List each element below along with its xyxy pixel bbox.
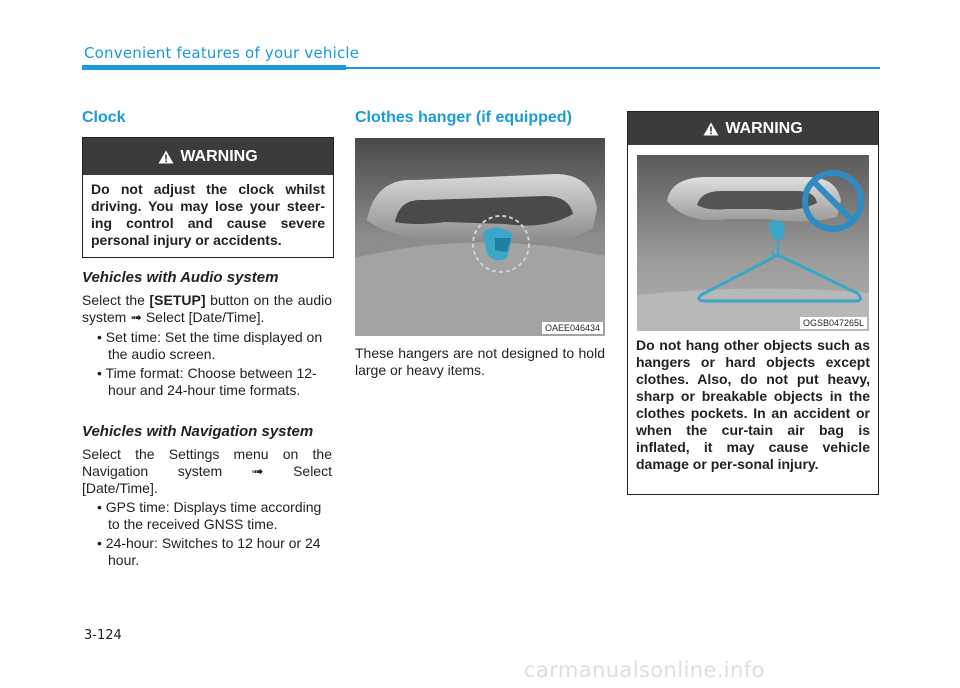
nav-heading: Vehicles with Navigation system (82, 423, 314, 440)
audio-intro-post: button on the audio system ➟ Select [Date/Time]. (82, 292, 332, 325)
hanger-misuse-photo (637, 155, 869, 331)
hanger-photo (355, 138, 605, 336)
audio-intro-pre: Select the (82, 292, 150, 308)
page-number: 3-124 (84, 628, 122, 643)
nav-bullet-text: • GPS time: Displays time according to the received GNSS time. (97, 499, 322, 532)
warning-label: WARNING (180, 147, 258, 165)
header-accent-bar (82, 65, 346, 70)
audio-intro (82, 292, 332, 326)
nav-bullet-text: • 24-hour: Switches to 12 hour or 24 hour. (97, 535, 321, 568)
header-rule (346, 67, 880, 69)
hanger-illustration (355, 138, 605, 336)
warning-label: WARNING (725, 119, 803, 137)
warning-triangle-icon (703, 122, 719, 136)
hanger-title: Clothes hanger (if equipped) (355, 109, 572, 126)
section-header: Convenient features of your vehicle (84, 44, 360, 62)
hanger-warning-text: Do not hang other objects such as hangers or hard objects except clothes. Also, do not put heavy, sharp or breakable objects in the clothes pockets. In an accident or when the cur-tain air bag is inflated, it may cause vehicle damage or per-sonal injury. (636, 337, 870, 472)
warning-header (83, 138, 333, 175)
setup-key-label: [SETUP] (149, 292, 206, 308)
list-item (88, 535, 332, 569)
nav-intro: Select the Settings menu on the Navigation system ➟ Select [Date/Time]. (82, 446, 332, 496)
prohibited-hanger-illustration (637, 155, 869, 331)
hanger-warning-box (627, 111, 879, 495)
clock-title: Clock (82, 109, 126, 126)
image-code: OAEE046434 (542, 322, 603, 334)
clock-warning-box (82, 137, 334, 258)
audio-heading: Vehicles with Audio system (82, 269, 279, 286)
audio-bullet-text: • Time format: Choose between 12-hour and 24-hour time formats. (97, 365, 317, 398)
list-item (88, 365, 332, 399)
list-item (88, 499, 332, 533)
hanger-text: These hangers are not designed to hold large or heavy items. (355, 345, 605, 378)
warning-triangle-icon (158, 150, 174, 164)
audio-bullet-text: • Set time: Set the time displayed on the audio screen. (97, 329, 323, 362)
clock-warning-text: Do not adjust the clock whilst driving. You may lose your steer-ing control and cause severe personal injury or accidents. (91, 181, 325, 248)
warning-header (628, 112, 878, 145)
list-item (88, 329, 332, 363)
image-code: OGSB047265L (800, 317, 867, 329)
watermark: carmanualsonline.info (524, 658, 765, 682)
